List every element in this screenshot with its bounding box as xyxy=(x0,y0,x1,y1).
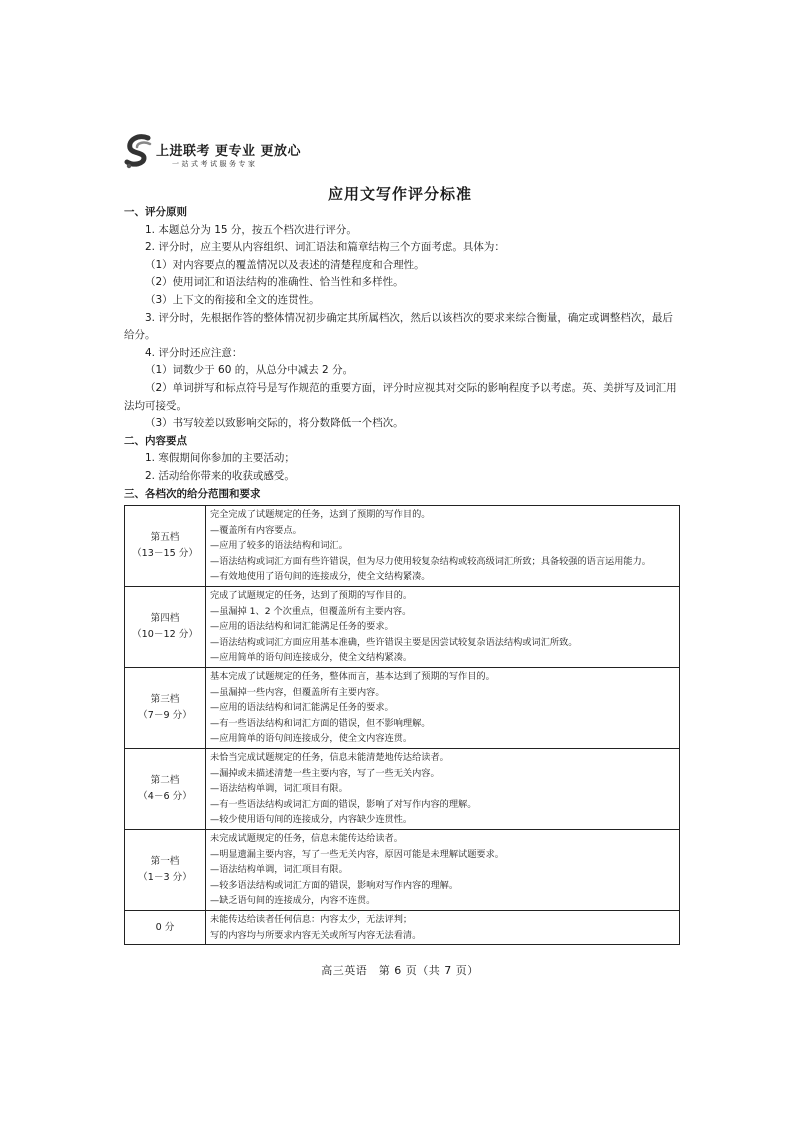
requirement-line: 未能传达给读者任何信息：内容太少，无法评判； xyxy=(210,913,413,925)
grade-level-label xyxy=(125,668,206,749)
principle-line: 1. 本题总分为 15 分，按五个档次进行评分。 xyxy=(145,223,357,236)
grade-level-range: （10－12 分） xyxy=(132,629,198,641)
requirement-line: —虽漏掉 1、2 个次重点，但覆盖所有主要内容。 xyxy=(210,605,412,617)
principle-line: （3）书写较差以致影响交际的，将分数降低一个档次。 xyxy=(145,417,404,430)
requirement-line: 完全完成了试题规定的任务，达到了预期的写作目的。 xyxy=(210,509,431,521)
requirement-line: —应用简单的语句间连接成分，使全文内容连贯。 xyxy=(210,733,413,745)
requirement-line: —明显遗漏主要内容，写了一些无关内容，原因可能是未理解试题要求。 xyxy=(210,848,504,860)
grade-level-row xyxy=(125,749,680,830)
grade-level-row xyxy=(125,910,680,944)
grade-level-range: （13－15 分） xyxy=(132,548,198,560)
principle-line: 2. 评分时，应主要从内容组织、词汇语法和篇章结构三个方面考虑。具体为： xyxy=(145,241,505,254)
grade-level-name: 第三档 xyxy=(150,694,180,706)
brand-logo xyxy=(122,132,312,180)
grade-level-name: 第五档 xyxy=(150,532,180,544)
grade-level-row xyxy=(125,587,680,668)
principle-line: （1）对内容要点的覆盖情况以及表述的清楚程度和合理性。 xyxy=(145,258,425,271)
grade-level-row xyxy=(125,668,680,749)
grade-level-range: （4－6 分） xyxy=(138,790,192,802)
requirement-line: —语法结构单调，词汇项目有限。 xyxy=(210,864,348,876)
grade-level-requirements xyxy=(206,587,680,668)
page-title: 应用文写作评分标准 xyxy=(327,185,472,203)
requirement-line: —应用简单的语句间连接成分，使全文结构紧凑。 xyxy=(210,652,413,664)
grade-level-row xyxy=(125,829,680,910)
grade-level-requirements xyxy=(206,910,680,944)
requirement-line: —较少使用语句间的连接成分，内容缺少连贯性。 xyxy=(210,814,413,826)
principle-line: （2）使用词汇和语法结构的准确性、恰当性和多样性。 xyxy=(145,276,404,289)
requirement-line: 完成了试题规定的任务，达到了预期的写作目的。 xyxy=(210,590,413,602)
content-point: 1. 寒假期间你参加的主要活动； xyxy=(145,452,295,465)
requirement-line: —语法结构单调，词汇项目有限。 xyxy=(210,783,348,795)
section-heading-points: 二、内容要点 xyxy=(124,434,187,447)
requirement-line: —应用了较多的语法结构和词汇。 xyxy=(210,540,348,552)
principle-line: （3）上下文的衔接和全文的连贯性。 xyxy=(145,293,320,306)
grade-level-label xyxy=(125,910,206,944)
requirement-line: —覆盖所有内容要点。 xyxy=(210,524,302,536)
grade-level-requirements xyxy=(206,506,680,587)
requirement-line: 未恰当完成试题规定的任务，信息未能清楚地传达给读者。 xyxy=(210,752,449,763)
requirement-line: 基本完成了试题规定的任务，整体而言，基本达到了预期的写作目的。 xyxy=(210,671,495,683)
grade-level-label xyxy=(125,749,206,830)
requirement-line: —较多语法结构或词汇方面的错误，影响对写作内容的理解。 xyxy=(210,879,459,891)
principle-line: （2）单词拼写和标点符号是写作规范的重要方面，评分时应视其对交际的影响程度予以考虑。英、美拼写及词汇用法均可接受。 xyxy=(124,381,677,412)
grade-level-name: 第二档 xyxy=(150,774,180,786)
document-body xyxy=(124,204,680,945)
grade-level-rows xyxy=(125,506,680,945)
requirement-line: —缺乏语句间的连接成分，内容不连贯。 xyxy=(210,895,376,907)
content-point: 2. 活动给你带来的收获或感受。 xyxy=(145,469,295,482)
grade-level-row xyxy=(125,506,680,587)
requirement-line: 未完成试题规定的任务，信息未能传达给读者。 xyxy=(210,832,403,844)
requirement-line: —有一些语法结构和词汇方面的错误，但不影响理解。 xyxy=(210,717,431,729)
grade-level-label xyxy=(125,829,206,910)
grade-level-requirements xyxy=(206,829,680,910)
principle-line: 3. 评分时，先根据作答的整体情况初步确定其所属档次，然后以该档次的要求来综合衡量，确定或调整档次，最后给分。 xyxy=(124,311,673,342)
requirement-line: —虽漏掉一些内容，但覆盖所有主要内容。 xyxy=(210,686,385,698)
requirement-line: —漏掉或未描述清楚一些主要内容，写了一些无关内容。 xyxy=(210,767,440,779)
requirement-line: —有一些语法结构或词汇方面的错误，影响了对写作内容的理解。 xyxy=(210,798,477,810)
section-heading-principles: 一、评分原则 xyxy=(124,206,187,218)
requirement-line: —应用的语法结构和词汇能满足任务的要求。 xyxy=(210,621,394,633)
grade-level-name: 第四档 xyxy=(150,613,180,625)
requirement-line: —语法结构或词汇方面有些许错误，但为尽力使用较复杂结构或较高级词汇所致；具备较强的语言运用能力。 xyxy=(210,555,651,567)
brand-slogan: 上进联考 更专业 更放心 xyxy=(156,144,302,159)
grade-level-label xyxy=(125,587,206,668)
section-heading-levels: 三、各档次的给分范围和要求 xyxy=(124,487,261,500)
brand-logo-icon xyxy=(122,132,156,172)
grade-level-requirements xyxy=(206,668,680,749)
grade-level-range: （7－9 分） xyxy=(138,710,192,722)
principle-line: （1）词数少于 60 的，从总分中减去 2 分。 xyxy=(145,364,354,377)
brand-subtitle: 一站式考试服务专家 xyxy=(172,160,258,168)
grade-level-name: 第一档 xyxy=(150,855,180,867)
grade-level-table xyxy=(124,505,680,945)
requirement-line: —有效地使用了语句间的连接成分，使全文结构紧凑。 xyxy=(210,571,431,583)
grade-level-name: 0 分 xyxy=(155,921,175,933)
requirement-line: 写的内容均与所要求内容无关或所写内容无法看清。 xyxy=(210,929,422,941)
grade-level-range: （1－3 分） xyxy=(138,871,192,883)
grade-level-requirements xyxy=(206,749,680,830)
page-footer: 高三英语 第 6 页（共 7 页） xyxy=(321,964,479,977)
requirement-line: —应用的语法结构和词汇能满足任务的要求。 xyxy=(210,702,394,714)
requirement-line: —语法结构或词汇方面应用基本准确，些许错误主要是因尝试较复杂语法结构或词汇所致。 xyxy=(210,636,578,648)
principle-line: 4. 评分时还应注意： xyxy=(145,346,243,359)
grade-level-label xyxy=(125,506,206,587)
